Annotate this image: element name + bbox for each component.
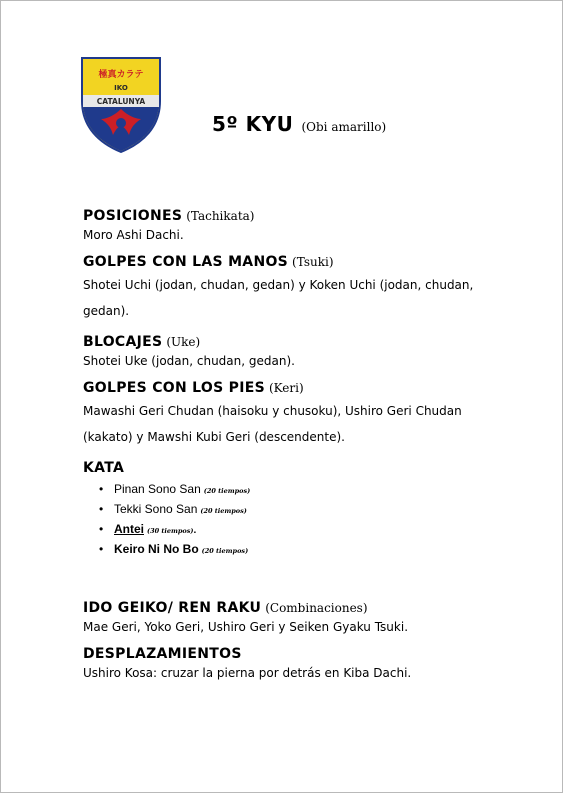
logo-org-line2: CATALUNYA <box>96 97 146 106</box>
section-text: Ushiro Kosa: cruzar la pierna por detrás en Kiba Dachi. <box>83 666 412 680</box>
page-title <box>212 112 386 136</box>
logo-script-text: 極真カラテ <box>98 70 144 80</box>
section-heading: IDO GEIKO/ REN RAKU (Combinaciones) <box>83 600 368 616</box>
logo-org-line1: IKO <box>114 84 128 92</box>
syllabus-content <box>83 206 503 690</box>
section-text: Shotei Uke (jodan, chudan, gedan). <box>83 354 295 368</box>
kata-item: • Antei (30 tiempos). <box>99 520 503 540</box>
kata-item: • Keiro Ni No Bo (20 tiempos) <box>99 540 503 560</box>
section-kata <box>83 458 503 560</box>
section-heading: GOLPES CON LOS PIES (Keri) <box>83 380 304 396</box>
section-heading: GOLPES CON LAS MANOS (Tsuki) <box>83 254 334 270</box>
kata-item: • Pinan Sono San (20 tiempos) <box>99 480 503 500</box>
section-golpes-manos <box>83 252 503 324</box>
section-heading: POSICIONES (Tachikata) <box>83 208 255 224</box>
section-text: Mae Geri, Yoko Geri, Ushiro Geri y Seiken Gyaku Tsuki. <box>83 620 409 634</box>
section-heading: BLOCAJES (Uke) <box>83 334 201 350</box>
title-rank: 5º KYU <box>212 112 294 136</box>
section-desplazamientos <box>83 644 503 682</box>
kata-item: • Tekki Sono San (20 tiempos) <box>99 500 503 520</box>
section-text: Moro Ashi Dachi. <box>83 228 184 242</box>
section-text-line: (kakato) y Mawshi Kubi Geri (descendente). <box>83 430 345 444</box>
shield-emblem-icon <box>81 57 161 153</box>
section-blocajes <box>83 332 503 370</box>
section-text-line: gedan). <box>83 304 130 318</box>
kata-list <box>83 480 503 560</box>
iko-catalunya-logo <box>81 57 161 153</box>
title-belt: (Obi amarillo) <box>301 120 387 134</box>
section-heading: KATA <box>83 460 125 476</box>
section-text-line: Mawashi Geri Chudan (haisoku y chusoku), Ushiro Geri Chudan <box>83 404 462 418</box>
section-heading: DESPLAZAMIENTOS <box>83 646 242 662</box>
section-text-line: Shotei Uchi (jodan, chudan, gedan) y Koken Uchi (jodan, chudan, <box>83 278 474 292</box>
section-golpes-pies <box>83 378 503 450</box>
section-posiciones <box>83 206 503 244</box>
section-ido-geiko <box>83 598 503 636</box>
